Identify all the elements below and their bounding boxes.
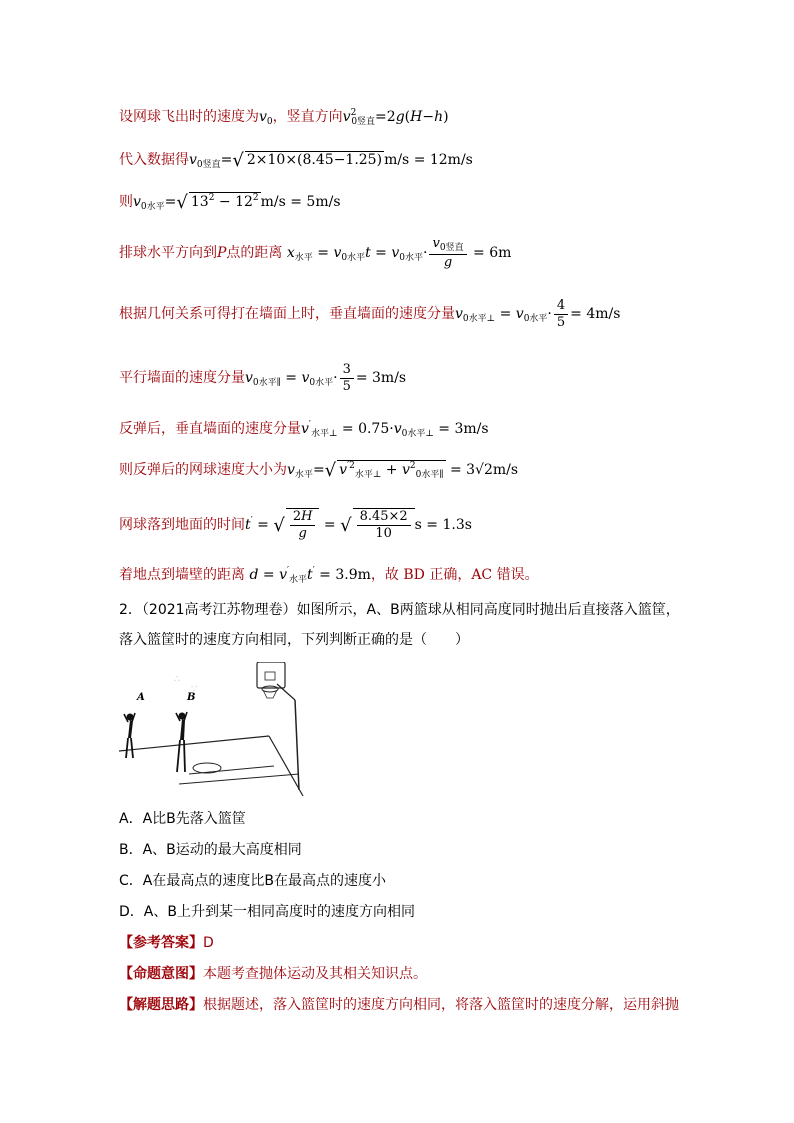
question-number: 2． [119,602,142,618]
solution-line-8: 则反弹后的网球速度大小为$v_{水平}=√$ $v^{'2}_{水平\perp} + v^2_{0水平\parallel} = 3√2m/s$ [119,460,519,481]
basketball-court-drawing [119,662,305,796]
player-a-icon [124,713,135,758]
solution-line-9: 网球落到地面的时间t′ = √ $\frac{2H}{g}$ = √ $\frac{8.45\times 2}{10}$ s = 1.3s [119,509,472,541]
figure-label-b: B [187,692,196,703]
reference-answer-value: D [203,935,214,951]
solution-line-1: 设网球飞出时的速度为$v_0$，竖直方向$v^2_{0竖直}=2g(H-h)$ [119,108,449,127]
figure-label-a: A [137,692,145,703]
solution-idea-text: 根据题述，落入篮筐时的速度方向相同，将落入篮筐时的速度分解，运用斜抛 [203,997,679,1013]
solution-line-2: 代入数据得$v_{0竖直}=√$ 2×10×(8.45−1.25) m/s = 12m/s [119,150,473,171]
question-intent-label: 【命题意图】 [119,966,203,982]
option-a: A．A比B先落入篮筐 [119,811,246,827]
option-d: D．A、B上升到某一相同高度时的速度方向相同 [119,904,415,920]
solution-line-4: 排球水平方向到P点的距离 $x_{水平} = v_{0水平}t = v_{0水平}\cdot$ $\frac{v_{0竖直}}{g}$ = 6m [119,236,512,270]
solution-line-3: 则$v_{0水平}=√$ $13^2 - 12^2$ m/s = 5m/s [119,192,341,213]
question-source: （2021高考江苏物理卷） [141,602,297,618]
solution-line-6: 平行墙面的速度分量$v_{0水平\parallel} = v_{0水平}\cdot$ $\frac{3}{5}$ = 3m/s [119,362,407,394]
question-stem-2: 落入篮筐时的速度方向相同，下列判断正确的是（ ） [119,632,469,648]
question-stem-1: 如图所示，A、B两篮球从相同高度同时抛出后直接落入篮筐， [296,602,680,618]
question-stem-line-1 [119,602,680,619]
solution-line-5: 根据几何关系可得打在墙面上时，垂直墙面的速度分量$v_{0水平\perp} = v_{0水平}\cdot$ $\frac{4}{5}$ = 4m/s [119,298,621,330]
solution-idea [119,997,679,1014]
reference-answer-label: 【参考答案】 [119,935,203,951]
solution-line-10: 着地点到墙壁的距离 $d = v'_{水平}t' = 3.9m$，故 BD 正确，AC 错误。 [119,566,539,585]
reference-answer [119,935,214,952]
svg-text:∴: ∴ [174,674,181,685]
solution-idea-label: 【解题思路】 [119,997,203,1013]
svg-text:∵: ∵ [191,684,198,695]
basketball-figure [119,662,305,796]
question-intent-text: 本题考查抛体运动及其相关知识点。 [203,966,427,982]
question-intent [119,966,427,983]
option-b: B．A、B运动的最大高度相同 [119,842,302,858]
option-c: C．A在最高点的速度比B在最高点的速度小 [119,873,386,889]
player-b-icon [176,712,187,772]
question-stem-line-2 [119,632,469,649]
solution-line-7: 反弹后，垂直墙面的速度分量$v'_{水平\perp} = 0.75\cdot v_{0水平\perp} = 3m/s$ [119,420,489,439]
